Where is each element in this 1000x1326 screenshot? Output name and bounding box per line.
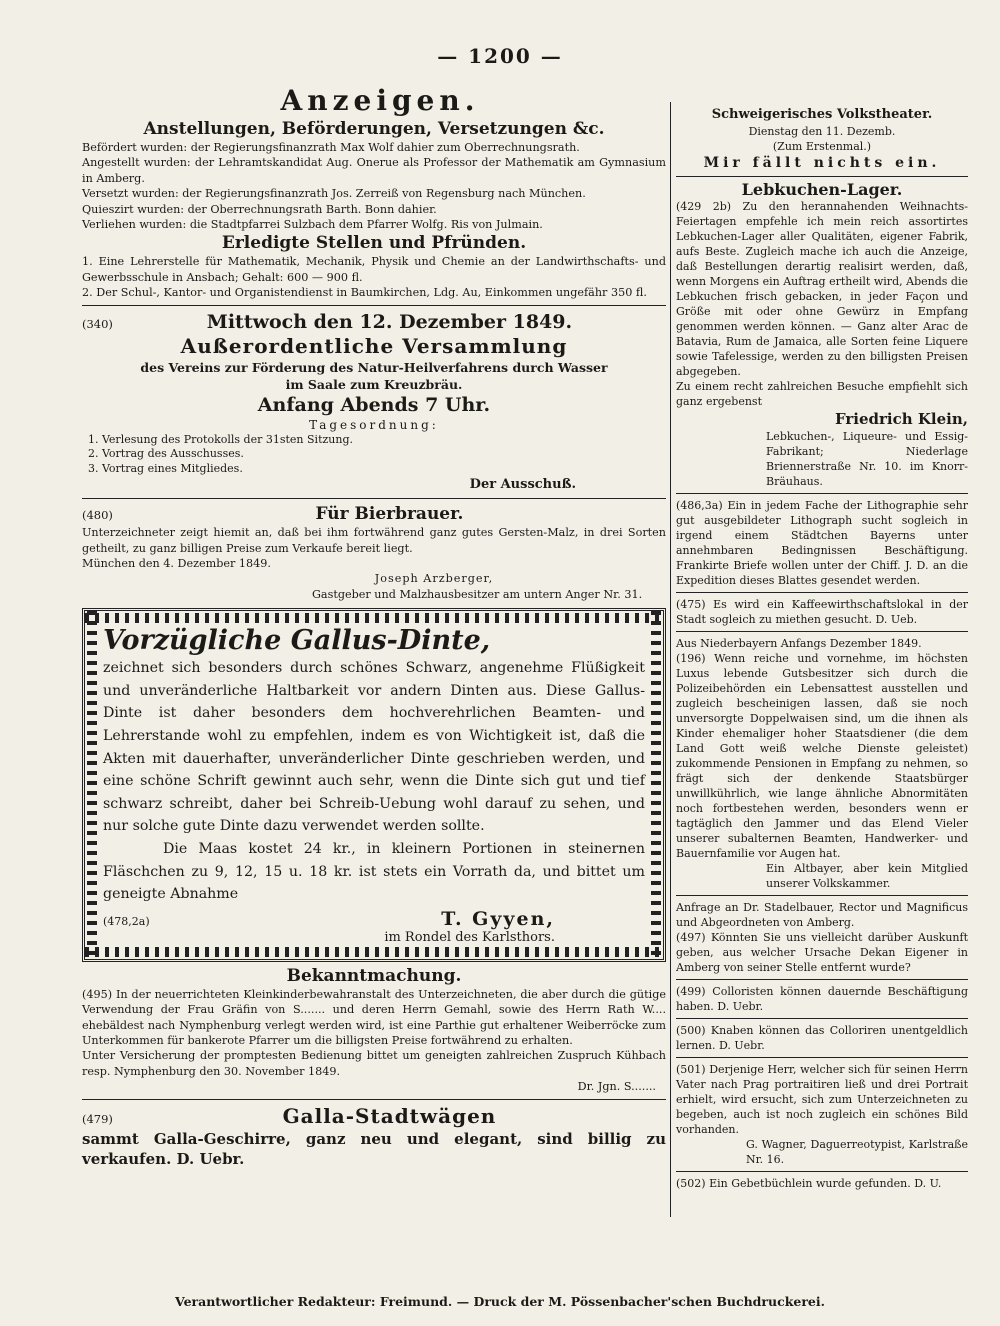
ad-501-signature: G. Wagner, Daguerreotypist, Karlstraße Nr. 16. bbox=[746, 1138, 968, 1166]
ad-196: (196) Wenn reiche und vornehme, im höchsten Luxus lebende Gutsbesitzer sich durch die Polizeibehörden ein Lebensattest ausstellen und zugleich bescheinigen lassen, daß sie noch unversorgte Doppelwaisen sind, um die ihnen als Kinder ehemaliger hoher Staatsdiener (die dem Land Gott weiß welche Dienste geleistet) zukommende Pensionen in Empfang zu nehmen, so frägt sich der denkende Staatsbürger unwillkührlich, wie lange ähnliche Abnormitäten noch fortbestehen werden, besonders wenn er tagtäglich den Jammer und das Elend Vieler unserer subalternen Beamten, Handwerker- und Bauernfamilie vor Augen hat. bbox=[676, 652, 968, 860]
agenda-item: 3. Vortrag eines Mitgliedes. bbox=[88, 461, 243, 475]
theatre-premiere: (Zum Erstenmal.) bbox=[772, 140, 872, 153]
ad-number: (340) bbox=[82, 316, 113, 331]
announcement-text: (495) In der neuerrichteten Kleinkinderbewahranstalt des Unterzeichneten, die aber durch die gütige Verwendung der Frau Gräfin von S....... und deren Herrn Gemahl, sowie des Herrn Rath W.... ehebäldest nach Nymphenburg verlegt werden wird, ist eine Parthie gut erhaltener Weiberröcke zum Unterkommen für bankerote Pfarrer um die billigsten Preise fortwährend zu erhalten. bbox=[82, 987, 666, 1047]
lebkuchen-text: (429 2b) Zu den herannahenden Weihnachts-Feiertagen empfehle ich mein reich assortirtes Lebkuchen-Lager aller Qualitäten, eigener Fabrik, aufs Beste. Zugleich mache ich auch die Anzeige, daß Bestellungen derartig realisirt werden, daß, wenn Morgens ein Auftrag ertheilt wird, Abends die Lebkuchen frisch gebacken, in jeder Façon und Größe mit oder ohne Gewürz in Empfang genommen werden können. — Ganz alter Arac de Batavia, Rum de Jamaica, alle Sorten feine Liquere sowie Tafelessige, werden zu den billigsten Preisen abgegeben. bbox=[676, 200, 968, 378]
ad-486: (486,3a) Ein in jedem Fache der Lithographie sehr gut ausgebildeter Lithograph sucht sogleich in irgend einem Städtchen Bayerns unter annehmbaren Bedingnissen Beschäftigung. Frankirte Briefe wollen unter der Chiff. J. D. an die Expedition dieses Blattes gesendet werden. bbox=[676, 499, 968, 587]
theatre-play: Mir fällt nichts ein. bbox=[703, 155, 941, 171]
ad-501: (501) Derjenige Herr, welcher sich für seinen Herrn Vater nach Prag portraitiren ließ und drei Portrait erhielt, wird ersucht, sich zum Unterzeichneten zu begeben, auch ist noch zugleich ein schönes Bild vorhanden. bbox=[676, 1063, 968, 1136]
ad-502: (502) Ein Gebetbüchlein wurde gefunden. D. U. bbox=[676, 1177, 942, 1190]
right-column bbox=[676, 106, 968, 1191]
ink-ad-title: Vorzügliche Gallus-Dinte, bbox=[103, 625, 491, 657]
ad-480 bbox=[82, 503, 666, 602]
lebkuchen-title: Lebkuchen-Lager. bbox=[741, 180, 903, 199]
column-divider bbox=[670, 102, 671, 1217]
ad-479-heading: Galla-Stadtwägen bbox=[282, 1103, 497, 1128]
ad-340-start: Anfang Abends 7 Uhr. bbox=[257, 393, 491, 416]
left-column bbox=[82, 118, 666, 1169]
appointment-line: Verliehen wurden: die Stadtpfarrei Sulzbach dem Pfarrer Wolfg. Ris von Julmain. bbox=[82, 218, 543, 232]
vacancy-line: 1. Eine Lehrerstelle für Mathematik, Mechanik, Physik und Chemie an der Landwirthschafts- und Gewerbsschule in Ansbach; Gehalt: 600 — 900 fl. bbox=[82, 255, 666, 284]
ad-480-heading: Für Bierbrauer. bbox=[315, 504, 464, 525]
appointment-line: Befördert wurden: der Regierungsfinanzrath Max Wolf dahier zum Oberrechnungsrath. bbox=[82, 141, 580, 154]
ad-497: (497) Könnten Sie uns vielleicht darüber Auskunft geben, aus welcher Ursache Dekan Eigener in Amberg von seiner Stelle entfernt wurde? bbox=[676, 931, 968, 974]
divider bbox=[676, 1018, 968, 1019]
divider bbox=[676, 631, 968, 632]
vacancy-line: 2. Der Schul-, Kantor- und Organistendienst in Baumkirchen, Ldg. Au, Einkommen ungefähr 350 fl. bbox=[82, 286, 647, 300]
ornament-border bbox=[85, 947, 663, 957]
ink-advertisement-frame bbox=[82, 608, 666, 962]
ad-number: (429 2b) bbox=[676, 200, 732, 213]
appointments-list bbox=[82, 140, 666, 232]
ad-340-signature: Der Ausschuß. bbox=[469, 477, 576, 493]
appointment-line: Versetzt wurden: der Regierungsfinanzrath Jos. Zerreiß von Regensburg nach München. bbox=[82, 187, 586, 201]
page-title: Anzeigen. bbox=[280, 84, 480, 117]
lebkuchen-signature-sub: Lebkuchen-, Liqueure- und Essig-Fabrikant; Niederlage Briennerstraße Nr. 10. im Knorr-Bräuhaus. bbox=[766, 430, 968, 488]
ad-340-subtitle: des Vereins zur Förderung des Natur-Heilverfahrens durch Wasser bbox=[140, 359, 608, 375]
ad-number: (478,2a) bbox=[103, 914, 150, 928]
divider bbox=[676, 895, 968, 896]
ad-500: (500) Knaben können das Colloriren unentgeldlich lernen. D. Uebr. bbox=[676, 1024, 968, 1052]
page-number: — 1200 — bbox=[437, 44, 563, 68]
announcement-text-2: Unter Versicherung der promptesten Bedienung bittet um geneigten zahlreichen Zuspruch Kühbach resp. Nymphenburg den 30. November 1849. bbox=[82, 1049, 666, 1078]
ad-196-signature: Ein Altbayer, aber kein Mitglied unserer Volkskammer. bbox=[766, 862, 968, 890]
divider bbox=[676, 176, 968, 177]
ornament-border bbox=[87, 611, 97, 959]
divider bbox=[82, 1099, 666, 1100]
announcement-title: Bekanntmachung. bbox=[286, 965, 462, 986]
ink-ad-text: zeichnet sich besonders durch schönes Schwarz, angenehme Flüßigkeit und unveränderliche Haltbarkeit vor andern Dinten aus. Diese Gallus-Dinte ist daher besonders dem hochverehrlichen Beamten- und Lehrerstande wohl zu empfehlen, indem es von Wichtigkeit ist, daß die Akten mit dauerhafter, unveränderlicher Dinte geschrieben werden, und eine schöne Schrift gewinnt auch sehr, wenn die Dinte sich gut und tief schwarz schreibt, daher bei Schreib-Uebung wohl darauf zu sehen, und nur solche gute Dinte dazu verwendet werden sollte. bbox=[103, 660, 645, 835]
ad-number: (479) bbox=[82, 1111, 113, 1126]
lebkuchen-text-2: Zu einem recht zahlreichen Besuche empfiehlt sich ganz ergebenst bbox=[676, 380, 968, 408]
ad-475: (475) Es wird ein Kaffeewirthschaftslokal in der Stadt sogleich zu miethen gesucht. D. Ueb. bbox=[676, 598, 968, 626]
appointment-line: Quieszirt wurden: der Oberrechnungsrath Barth. Bonn dahier. bbox=[82, 202, 437, 216]
ad-479 bbox=[82, 1104, 666, 1169]
divider bbox=[676, 493, 968, 494]
announcement-signature: Dr. Jgn. S....... bbox=[577, 1080, 656, 1094]
divider bbox=[676, 592, 968, 593]
theatre-title: Schweigerisches Volkstheater. bbox=[711, 107, 933, 122]
section-appointments-title: Anstellungen, Beförderungen, Versetzungen &c. bbox=[143, 119, 605, 139]
ad-480-date: München den 4. Dezember 1849. bbox=[82, 556, 271, 570]
ad-number: (495) bbox=[82, 987, 113, 1001]
agenda-title: Tagesordnung: bbox=[309, 417, 439, 432]
lebkuchen-signature: Friedrich Klein, bbox=[835, 410, 968, 428]
divider bbox=[676, 1057, 968, 1058]
ad-499: (499) Colloristen können dauernde Beschäftigung haben. D. Uebr. bbox=[676, 985, 968, 1013]
divider bbox=[676, 1171, 968, 1172]
ad-479-text: sammt Galla-Geschirre, ganz neu und elegant, sind billig zu verkaufen. D. Uebr. bbox=[82, 1129, 666, 1168]
ad-480-name: Joseph Arzberger, bbox=[374, 572, 494, 586]
agenda-item: 2. Vortrag des Ausschusses. bbox=[88, 447, 244, 461]
ad-340-date: Mittwoch den 12. Dezember 1849. bbox=[206, 310, 573, 333]
appointment-line: Angestellt wurden: der Lehramtskandidat Aug. Onerue als Professor der Mathematik am Gymnasium in Amberg. bbox=[82, 156, 666, 185]
divider bbox=[676, 979, 968, 980]
ad-480-title: Gastgeber und Malzhausbesitzer am untern Anger Nr. 31. bbox=[312, 587, 643, 601]
agenda-item: 1. Verlesung des Protokolls der 31sten Sitzung. bbox=[88, 432, 353, 446]
ad-340-location: im Saale zum Kreuzbräu. bbox=[285, 376, 463, 392]
ink-ad-address: im Rondel des Karlsthors. bbox=[384, 929, 555, 945]
ornament-border bbox=[651, 611, 661, 959]
divider bbox=[82, 305, 666, 306]
ad-196-place: Aus Niederbayern Anfangs Dezember 1849. bbox=[676, 637, 922, 650]
ad-340 bbox=[82, 310, 666, 495]
section-vacancies-title: Erledigte Stellen und Pfründen. bbox=[221, 233, 527, 254]
ad-340-heading: Außerordentliche Versammlung bbox=[180, 333, 568, 358]
ad-inquiry: Anfrage an Dr. Stadelbauer, Rector und Magnificus und Abgeordneten von Amberg. bbox=[676, 901, 968, 929]
ad-number: (480) bbox=[82, 508, 113, 523]
ornament-border bbox=[85, 613, 663, 623]
ad-480-text: Unterzeichneter zeigt hiemit an, daß bei ihm fortwährend ganz gutes Gersten-Malz, in drei Sorten getheilt, zu ganz billigen Preise zum Verkaufe bereit liegt. bbox=[82, 526, 666, 555]
divider bbox=[82, 498, 666, 499]
footer-imprint: Verantwortlicher Redakteur: Freimund. — Druck der M. Pössenbacher'schen Buchdruckerei. bbox=[175, 1294, 825, 1309]
ink-ad-signature: T. Gyyen, bbox=[441, 907, 555, 930]
ink-ad-price: Die Maas kostet 24 kr., in kleinern Portionen in steinernen Fläschchen zu 9, 12, 15 u. 18 kr. ist stets ein Vorrath da, und bittet um geneigte Abnahme bbox=[103, 840, 645, 903]
theatre-date: Dienstag den 11. Dezemb. bbox=[748, 125, 896, 138]
